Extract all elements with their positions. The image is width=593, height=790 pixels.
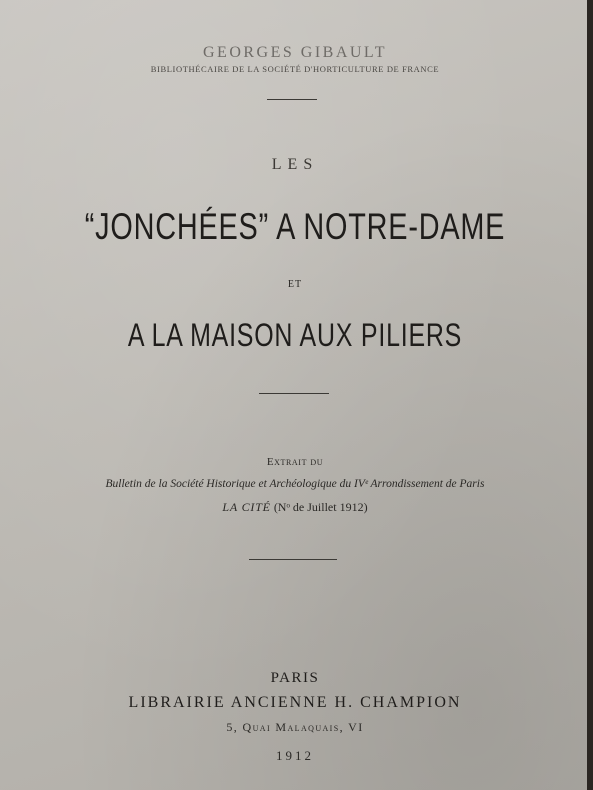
cite-line (0, 500, 590, 515)
bulletin-title: Bulletin de la Société Historique et Archéologique du IVᵉ Arrondissement de Paris (105, 478, 485, 490)
divider-middle (259, 393, 329, 394)
title-et: ET (287, 279, 303, 290)
publication-year: 1912 (276, 748, 314, 763)
publisher-name: LIBRAIRIE ANCIENNE H. CHAMPION (128, 694, 462, 711)
title-line-2: A LA MAISON AUX PILIERS (127, 317, 463, 353)
divider-top (267, 99, 317, 100)
publisher-city: PARIS (270, 670, 320, 686)
cite-name: LA CITÉ (222, 500, 271, 514)
author-name: GEORGES GIBAULT (202, 44, 388, 61)
divider-bottom (249, 559, 337, 560)
page-edge (587, 0, 590, 790)
author-affiliation: BIBLIOTHÉCAIRE DE LA SOCIÉTÉ D'HORTICULTURE DE FRANCE (150, 64, 440, 74)
title-line-1: “JONCHÉES” A NOTRE-DAME (84, 206, 506, 247)
title-les: LES (271, 156, 319, 173)
cite-issue: (Nᵒ de Juillet 1912) (273, 500, 368, 514)
extract-label: Extrait du (266, 456, 324, 468)
publisher-address: 5, Quai Malaquais, VI (226, 720, 364, 734)
